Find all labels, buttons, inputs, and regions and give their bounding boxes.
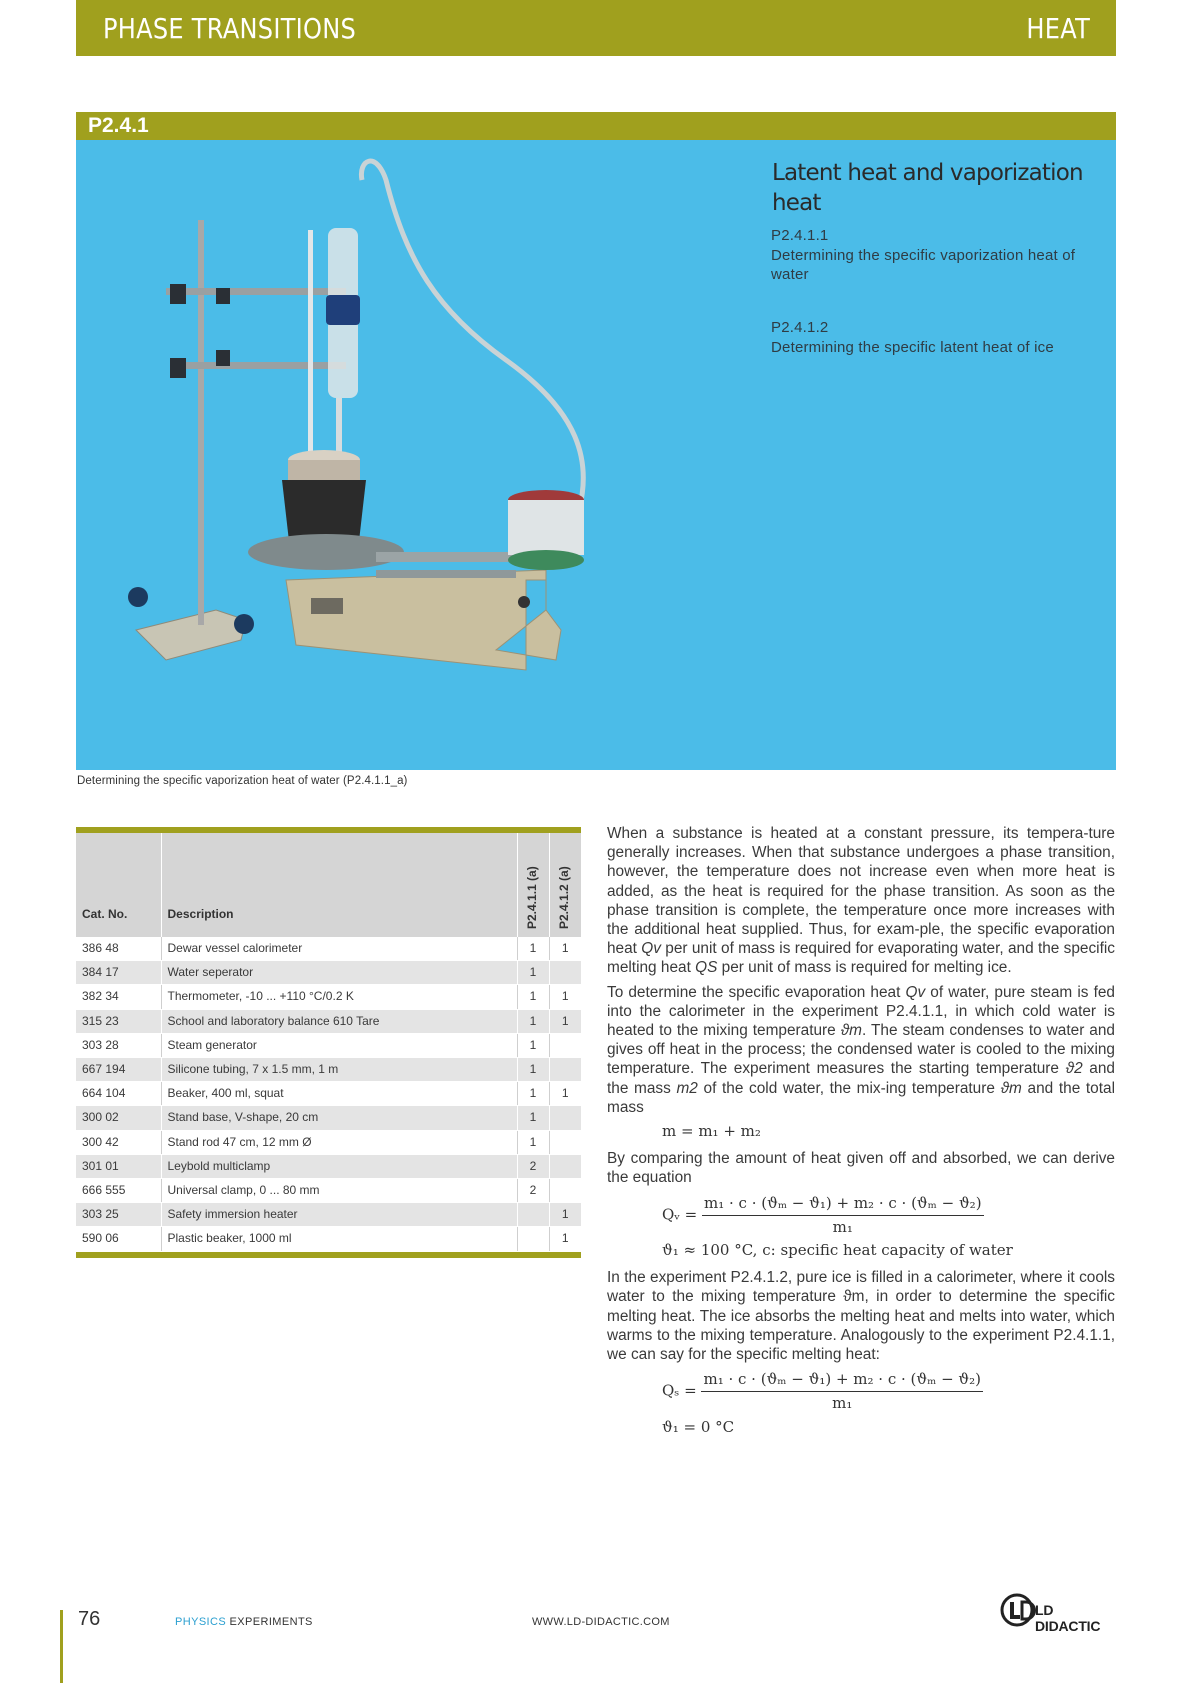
formula-qv (662, 1194, 1115, 1237)
footer-category (175, 1616, 313, 1628)
formula-qs-numerator: m₁ · c · (ϑₘ − ϑ₁) + m₂ · c · (ϑₘ − ϑ₂) (701, 1370, 983, 1392)
header-topic-title: HEAT (1026, 11, 1090, 45)
steam-generator (508, 500, 584, 555)
qty-exp2 (549, 1130, 581, 1154)
cat-no: 386 48 (76, 937, 161, 961)
text: When a substance is heated at a constant pressure, its tempera-ture generally increases. When that substance undergoes a phase transition, however, the temperature does not increase even when more heat is added, as the heat is required for the phase transition. As soon as the phase transition is complete, the temperature once more increases with the additional heat supplied. Thus, for exam-ple, the specific evaporation heat (607, 825, 1115, 958)
cat-no: 590 06 (76, 1227, 161, 1251)
description: Silicone tubing, 7 x 1.5 mm, 1 m (161, 1058, 517, 1082)
table-row (76, 1033, 581, 1057)
formula-qv-denominator: m₁ (832, 1217, 853, 1236)
table-row (76, 985, 581, 1009)
qty-exp1: 1 (517, 937, 549, 961)
qty-exp1: 1 (517, 1033, 549, 1057)
formula-condition-1: ϑ₁ ≈ 100 °C, c: specific heat capacity of water (662, 1241, 1013, 1260)
formula-qs-lhs: Qₛ = (662, 1381, 697, 1400)
paragraph-derive: By comparing the amount of heat given off and absorbed, we can derive the equation (607, 1150, 1115, 1187)
qty-exp2 (549, 1154, 581, 1178)
qty-exp1: 1 (517, 961, 549, 985)
description: Dewar vessel calorimeter (161, 937, 517, 961)
text: per unit of mass is required for melting ice. (717, 959, 1012, 977)
symbol-qs: QS (695, 959, 718, 977)
qty-exp2: 1 (549, 1203, 581, 1227)
stand-base (136, 610, 246, 660)
footer-category-physics: PHYSICS (175, 1616, 227, 1628)
qty-exp1: 1 (517, 1009, 549, 1033)
qty-exp2: 1 (549, 937, 581, 961)
text: of the cold water, the mix-ing temperature (697, 1079, 1001, 1097)
cat-no: 315 23 (76, 1009, 161, 1033)
qty-exp2 (549, 1106, 581, 1130)
qty-exp1: 1 (517, 1082, 549, 1106)
col-header-cat-no: Cat. No. (76, 833, 161, 937)
equipment-table (76, 827, 581, 1258)
description: Leybold multiclamp (161, 1154, 517, 1178)
footer-category-experiments: EXPERIMENTS (226, 1616, 313, 1628)
page-number: 76 (78, 1608, 101, 1630)
qty-exp2: 1 (549, 1082, 581, 1106)
text: per unit of mass is required for evaporating water, and the specific melting heat (607, 940, 1115, 977)
stand-foot-knob (128, 587, 148, 607)
formula-qs-fraction (701, 1370, 983, 1413)
col-header-description: Description (161, 833, 517, 937)
qty-exp2: 1 (549, 1009, 581, 1033)
balance-beam (376, 552, 526, 562)
paragraph-evaporation (607, 983, 1115, 1117)
qty-exp2 (549, 961, 581, 985)
table-row (76, 1106, 581, 1130)
qty-exp2: 1 (549, 1227, 581, 1251)
table-row (76, 937, 581, 961)
symbol-theta-m: ϑm (840, 1022, 863, 1040)
description: Thermometer, -10 ... +110 °C/0.2 K (161, 985, 517, 1009)
qty-exp1 (517, 1203, 549, 1227)
formula-qv-fraction (702, 1194, 984, 1237)
qty-exp1: 1 (517, 1130, 549, 1154)
formula-qs (662, 1370, 1115, 1413)
text: and the mass (607, 1060, 1115, 1097)
symbol-theta-2: ϑ2 (1065, 1060, 1083, 1078)
body-text (607, 824, 1115, 1437)
header-section-title: PHASE TRANSITIONS (103, 11, 357, 45)
qty-exp1: 1 (517, 985, 549, 1009)
experiment-2-code: P2.4.1.2 (771, 319, 829, 336)
text: To determine the specific evaporation heat (607, 983, 906, 1001)
description: Beaker, 400 ml, squat (161, 1082, 517, 1106)
symbol-qv: Qv (905, 983, 926, 1001)
formula-qv-lhs: Qᵥ = (662, 1205, 698, 1224)
balance-base (286, 570, 561, 670)
table-row (76, 1009, 581, 1033)
ld-didactic-logo (1000, 1590, 1118, 1634)
footer-url[interactable]: WWW.LD-DIDACTIC.COM (532, 1616, 670, 1628)
table-row (76, 1154, 581, 1178)
description: Plastic beaker, 1000 ml (161, 1227, 517, 1251)
table-bottom-rule (76, 1252, 581, 1258)
formula-qv-numerator: m₁ · c · (ϑₘ − ϑ₁) + m₂ · c · (ϑₘ − ϑ₂) (702, 1194, 984, 1216)
multiclamp-lower (171, 362, 346, 369)
qty-exp1: 2 (517, 1154, 549, 1178)
experiment-2-name: Determining the specific latent heat of ice (771, 338, 1054, 356)
description: Stand rod 47 cm, 12 mm Ø (161, 1130, 517, 1154)
col-header-exp1 (517, 833, 549, 937)
qty-exp2 (549, 1058, 581, 1082)
col-header-exp1-label: P2.4.1.1 (a) (525, 866, 539, 929)
table-row (76, 1130, 581, 1154)
table-row (76, 1203, 581, 1227)
thermometer (308, 230, 313, 460)
col-header-exp2-label: P2.4.1.2 (a) (557, 866, 571, 929)
header-band (76, 0, 1116, 56)
section-code: P2.4.1 (76, 112, 1116, 140)
cat-no: 382 34 (76, 985, 161, 1009)
cat-no: 384 17 (76, 961, 161, 985)
hero-panel (76, 140, 1116, 770)
cat-no: 300 42 (76, 1130, 161, 1154)
qty-exp2 (549, 1179, 581, 1203)
description: Safety immersion heater (161, 1203, 517, 1227)
description: Stand base, V-shape, 20 cm (161, 1106, 517, 1130)
cat-no: 301 01 (76, 1154, 161, 1178)
qty-exp1: 1 (517, 1058, 549, 1082)
paragraph-intro (607, 824, 1115, 978)
logo-text: LD DIDACTIC (1035, 1602, 1101, 1634)
col-header-exp2 (549, 833, 581, 937)
qty-exp1: 2 (517, 1179, 549, 1203)
footer-accent-bar (60, 1610, 63, 1683)
description: Universal clamp, 0 ... 80 mm (161, 1179, 517, 1203)
description: School and laboratory balance 610 Tare (161, 1009, 517, 1033)
photo-caption: Determining the specific vaporization heat of water (P2.4.1.1_a) (77, 775, 408, 787)
description: Water seperator (161, 961, 517, 985)
cat-no: 303 28 (76, 1033, 161, 1057)
cat-no: 300 02 (76, 1106, 161, 1130)
qty-exp2: 1 (549, 985, 581, 1009)
cat-no: 667 194 (76, 1058, 161, 1082)
qty-exp1: 1 (517, 1106, 549, 1130)
symbol-theta-m: ϑm (1000, 1079, 1022, 1097)
table-row (76, 1058, 581, 1082)
cat-no: 664 104 (76, 1082, 161, 1106)
symbol-m2: m2 (676, 1079, 698, 1097)
formula-qs-denominator: m₁ (832, 1394, 853, 1413)
experiment-1 (771, 226, 1091, 285)
cat-no: 303 25 (76, 1203, 161, 1227)
qty-exp1 (517, 1227, 549, 1251)
silicone-tube (361, 161, 583, 520)
description: Steam generator (161, 1033, 517, 1057)
paragraph-melting: In the experiment P2.4.1.2, pure ice is filled in a calorimeter, where it cools water to the mixing temperature ϑm, in order to determine the specific melting heat. The ice absorbs the melting heat and melts into water, which warms to the mixing temperature. Analogously to the experiment P2.4.1.1, we can say for the specific melting heat: (607, 1269, 1115, 1364)
table-row (76, 961, 581, 985)
table-row (76, 1179, 581, 1203)
cat-no: 666 555 (76, 1179, 161, 1203)
text: of water, pure steam is fed into the calorimeter in the experiment P2.4.1.1, in which cold water is heated to the mixing temperature (607, 983, 1115, 1040)
multiclamp-upper (166, 288, 346, 295)
table-row (76, 1227, 581, 1251)
text: . The steam condenses to water and gives off heat in the process; the condensed water is cooled to the mixing temperature. The experiment measures the starting temperature (607, 1022, 1115, 1078)
stand-rod (198, 220, 204, 625)
qty-exp2 (549, 1033, 581, 1057)
table-row (76, 1082, 581, 1106)
experiment-2 (771, 318, 1091, 357)
text: and the total mass (607, 1079, 1115, 1116)
symbol-qv: Qv (641, 940, 661, 958)
formula-condition-2: ϑ₁ = 0 °C (662, 1417, 735, 1436)
experiment-1-name: Determining the specific vaporization heat of water (771, 246, 1076, 283)
experiment-title: Latent heat and vaporization heat (772, 160, 1083, 216)
formula-total-mass: m = m₁ + m₂ (662, 1122, 761, 1141)
experiment-1-code: P2.4.1.1 (771, 227, 829, 244)
